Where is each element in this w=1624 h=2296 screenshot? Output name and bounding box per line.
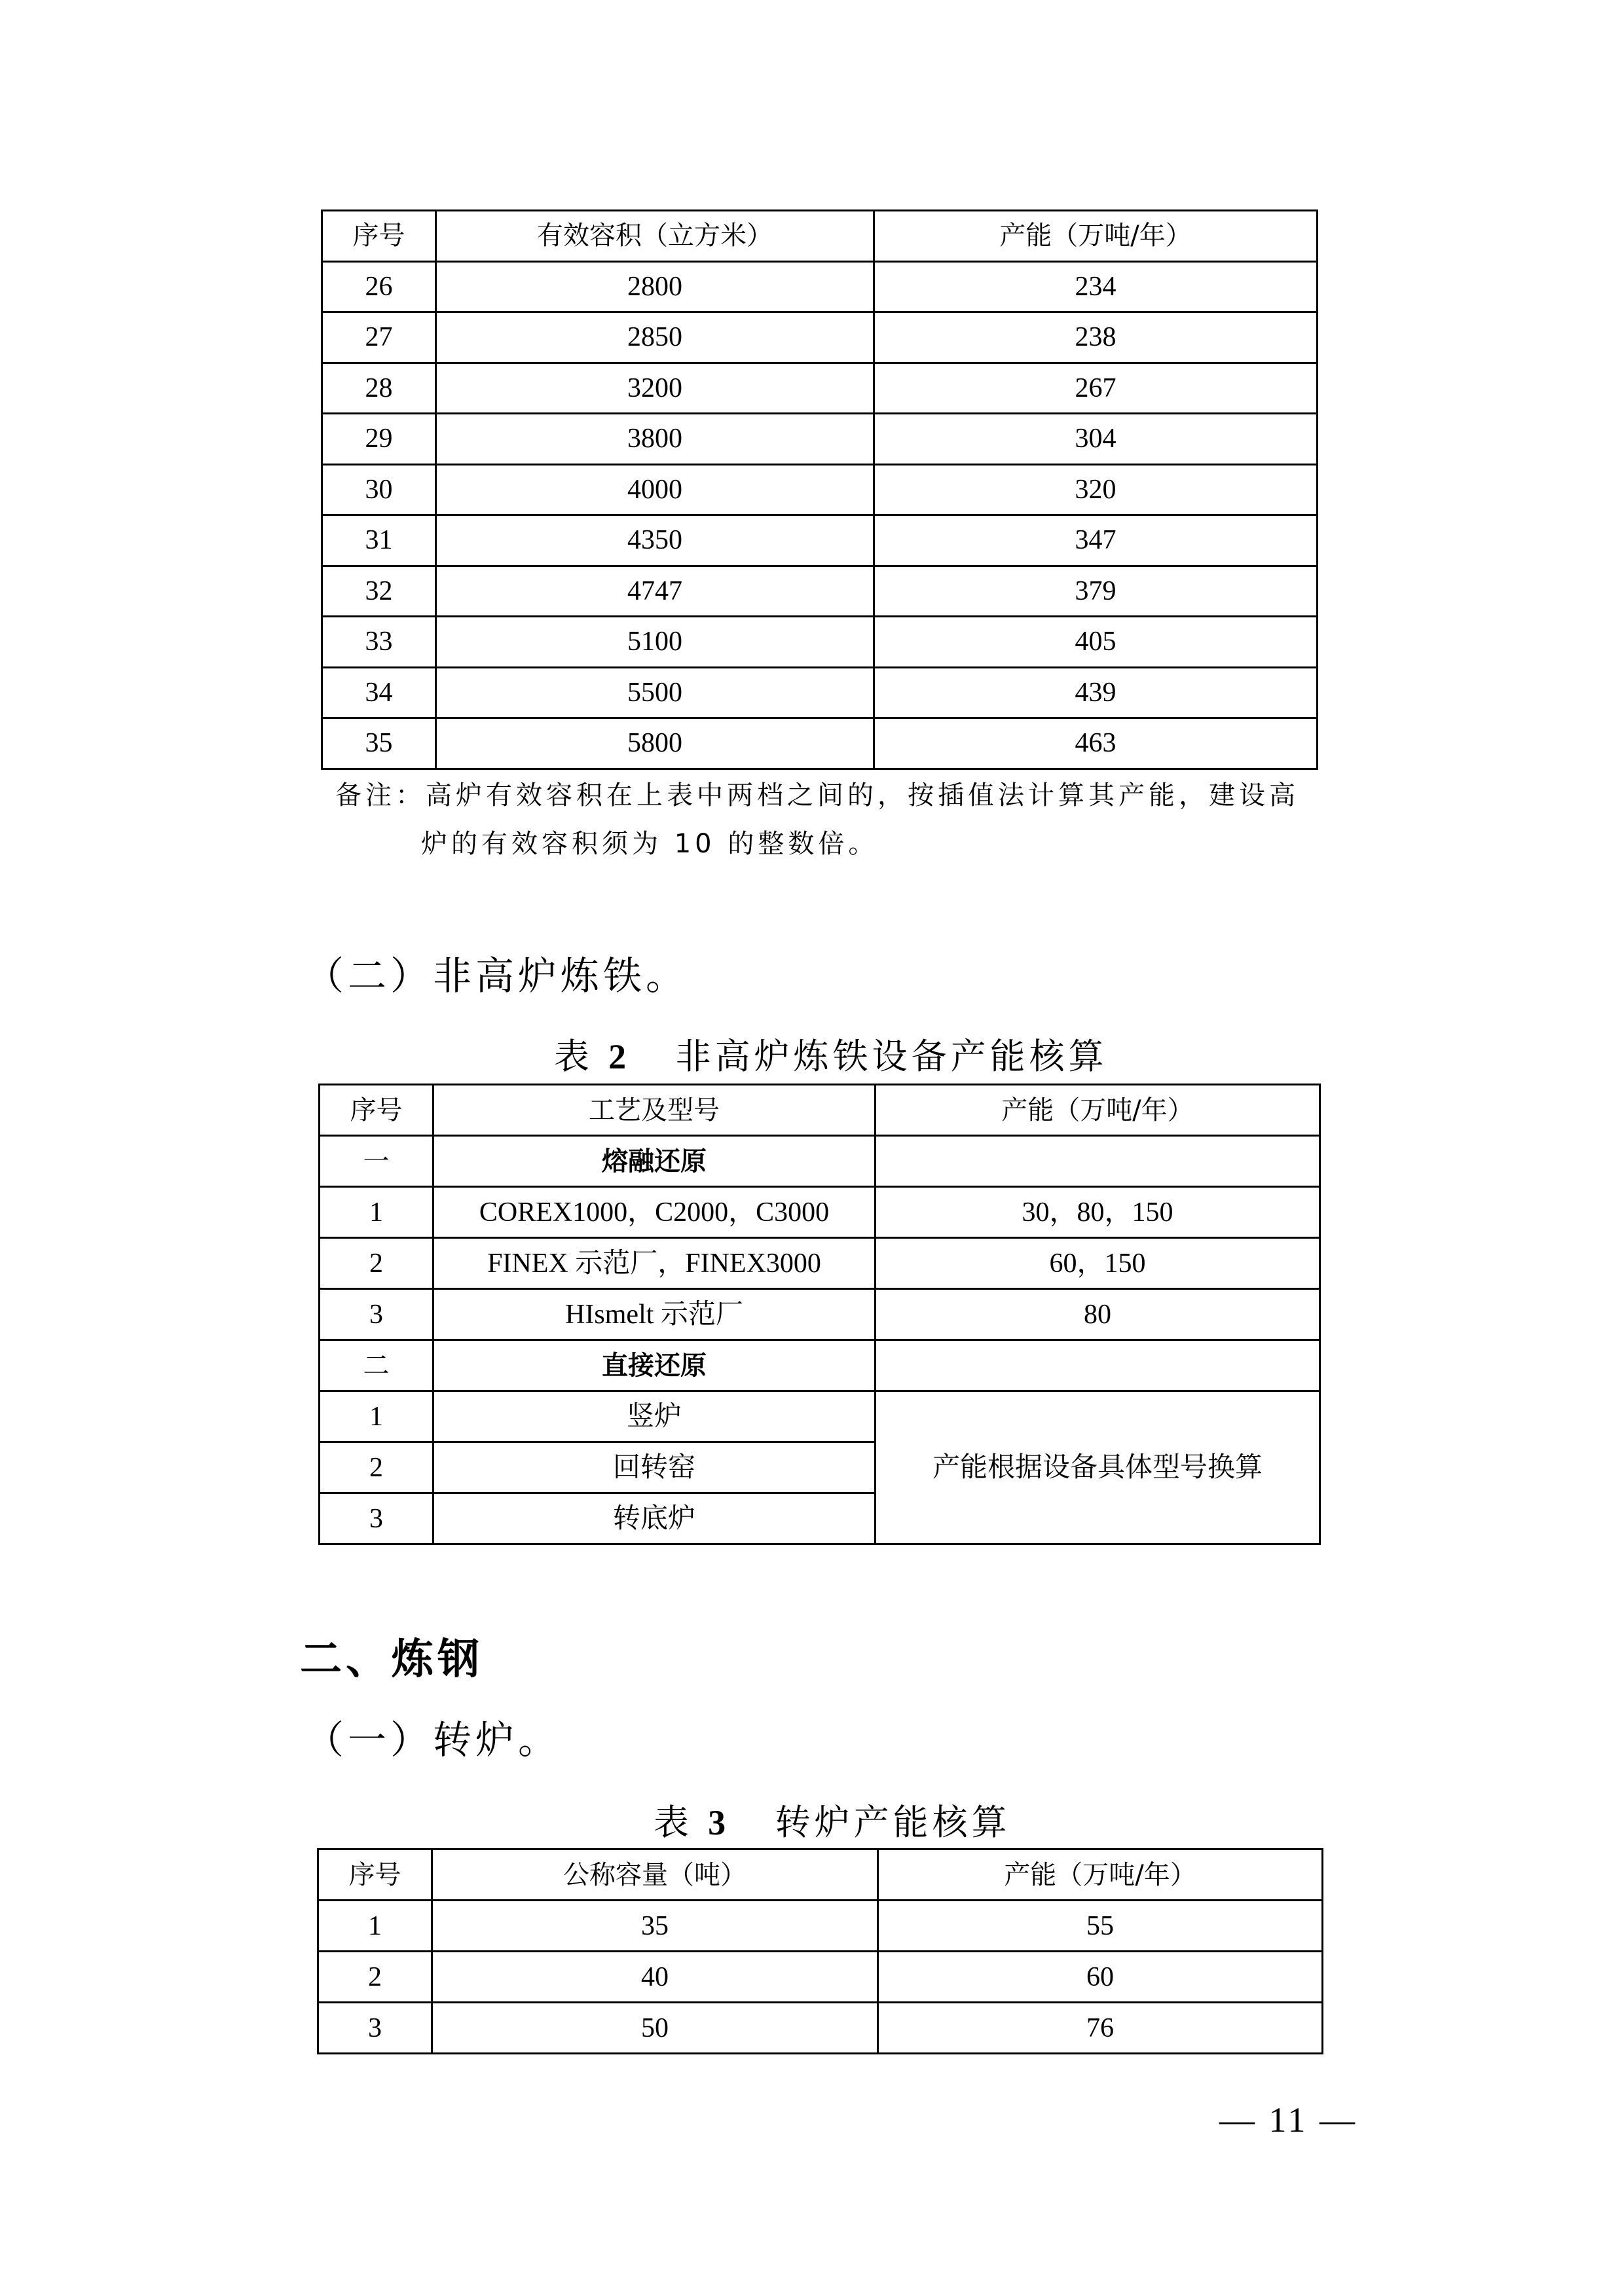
table-cell: 3 <box>320 1289 434 1340</box>
table-cell: 5100 <box>436 617 874 668</box>
group-capacity <box>876 1136 1320 1187</box>
table-row <box>322 718 1318 769</box>
table-cell: 347 <box>874 515 1318 566</box>
table-cell: 1 <box>320 1187 434 1238</box>
table-cell: 405 <box>874 617 1318 668</box>
table-cell: 2850 <box>436 312 874 363</box>
table-row <box>318 2003 1323 2054</box>
blast-furnace-capacity-table <box>321 210 1318 770</box>
group-number: 一 <box>320 1136 434 1187</box>
column-header: 产能（万吨/年） <box>874 211 1318 262</box>
table-header-row <box>318 1850 1323 1901</box>
table-cell: 2 <box>320 1442 434 1493</box>
table-cell: 4000 <box>436 464 874 515</box>
table-cell: 267 <box>874 363 1318 414</box>
table-row <box>322 566 1318 617</box>
table-cell: 5800 <box>436 718 874 769</box>
table-row <box>318 1901 1323 1952</box>
subsection-heading: （二）非高炉炼铁。 <box>305 953 689 998</box>
table-cell: 1 <box>318 1901 432 1952</box>
table-cell: 33 <box>322 617 436 668</box>
table-cell: 40 <box>432 1952 878 2003</box>
page-number: — 11 — <box>1219 2100 1357 2140</box>
column-header: 有效容积（立方米） <box>436 211 874 262</box>
column-header: 序号 <box>318 1850 432 1901</box>
group-capacity <box>876 1340 1320 1391</box>
table-cell: 80 <box>876 1289 1320 1340</box>
table-cell: 55 <box>878 1901 1323 1952</box>
table-cell: 320 <box>874 464 1318 515</box>
table-cell: 3200 <box>436 363 874 414</box>
table-row <box>320 1391 1320 1442</box>
table-header-row <box>320 1085 1320 1136</box>
merged-capacity-cell: 产能根据设备具体型号换算 <box>876 1391 1320 1544</box>
table-cell: FINEX 示范厂，FINEX3000 <box>434 1238 876 1289</box>
table-row <box>320 1289 1320 1340</box>
caption-number: 3 <box>708 1803 730 1842</box>
table-row <box>322 515 1318 566</box>
table-cell: 35 <box>322 718 436 769</box>
table-cell: 3800 <box>436 414 874 465</box>
table-cell: 29 <box>322 414 436 465</box>
caption-title: 非高炉炼铁设备产能核算 <box>675 1036 1108 1077</box>
table-cell: 31 <box>322 515 436 566</box>
table-cell: 26 <box>322 261 436 312</box>
table-row <box>322 363 1318 414</box>
table-cell: 2 <box>320 1238 434 1289</box>
group-number: 二 <box>320 1340 434 1391</box>
table-cell: 50 <box>432 2003 878 2054</box>
table-cell: 379 <box>874 566 1318 617</box>
table-note <box>335 771 1304 868</box>
table-cell: 4747 <box>436 566 874 617</box>
table-cell: 238 <box>874 312 1318 363</box>
table-cell: 76 <box>878 2003 1323 2054</box>
table-cell: 30 <box>322 464 436 515</box>
group-name: 熔融还原 <box>434 1136 876 1187</box>
table-cell: 27 <box>322 312 436 363</box>
table-row <box>320 1238 1320 1289</box>
table-cell: 60，150 <box>876 1238 1320 1289</box>
group-row <box>320 1340 1320 1391</box>
group-name: 直接还原 <box>434 1340 876 1391</box>
table-row <box>322 667 1318 718</box>
table-row <box>318 1952 1323 2003</box>
caption-number: 2 <box>608 1037 631 1076</box>
table-header-row <box>322 211 1318 262</box>
column-header: 产能（万吨/年） <box>876 1085 1320 1136</box>
column-header: 序号 <box>320 1085 434 1136</box>
note-line: 炉的有效容积须为 10 的整数倍。 <box>421 829 879 859</box>
table-cell: 2 <box>318 1952 432 2003</box>
table-cell: HIsmelt 示范厂 <box>434 1289 876 1340</box>
group-row <box>320 1136 1320 1187</box>
subsection-heading: （一）转炉。 <box>305 1717 561 1762</box>
table-row <box>322 414 1318 465</box>
table-cell: 3 <box>320 1493 434 1544</box>
table-cell: 3 <box>318 2003 432 2054</box>
table-row <box>320 1187 1320 1238</box>
table-cell: 32 <box>322 566 436 617</box>
table-cell: 回转窑 <box>434 1442 876 1493</box>
table-cell: 35 <box>432 1901 878 1952</box>
table-row <box>322 617 1318 668</box>
table-cell: 60 <box>878 1952 1323 2003</box>
table-cell: 28 <box>322 363 436 414</box>
table-caption <box>554 1029 1108 1079</box>
non-blast-furnace-capacity-table <box>318 1084 1321 1545</box>
table-cell: 4350 <box>436 515 874 566</box>
table-cell: 34 <box>322 667 436 718</box>
caption-prefix: 表 <box>654 1802 693 1843</box>
table-cell: 439 <box>874 667 1318 718</box>
table-cell: 30，80，150 <box>876 1187 1320 1238</box>
table-cell: COREX1000，C2000，C3000 <box>434 1187 876 1238</box>
table-cell: 2800 <box>436 261 874 312</box>
table-cell: 转底炉 <box>434 1493 876 1544</box>
section-heading: 二、炼钢 <box>300 1635 483 1684</box>
column-header: 序号 <box>322 211 436 262</box>
table-caption <box>654 1795 1011 1845</box>
column-header: 产能（万吨/年） <box>878 1850 1323 1901</box>
table-row <box>322 261 1318 312</box>
column-header: 公称容量（吨） <box>432 1850 878 1901</box>
table-cell: 463 <box>874 718 1318 769</box>
converter-capacity-table <box>317 1848 1323 2054</box>
column-header: 工艺及型号 <box>434 1085 876 1136</box>
table-cell: 5500 <box>436 667 874 718</box>
table-row <box>322 464 1318 515</box>
table-cell: 1 <box>320 1391 434 1442</box>
caption-prefix: 表 <box>554 1036 593 1077</box>
table-cell: 304 <box>874 414 1318 465</box>
table-cell: 竖炉 <box>434 1391 876 1442</box>
table-cell: 234 <box>874 261 1318 312</box>
note-line: 备注：高炉有效容积在上表中两档之间的，按插值法计算其产能，建设高 <box>335 780 1299 811</box>
table-row <box>322 312 1318 363</box>
caption-title: 转炉产能核算 <box>775 1802 1011 1843</box>
